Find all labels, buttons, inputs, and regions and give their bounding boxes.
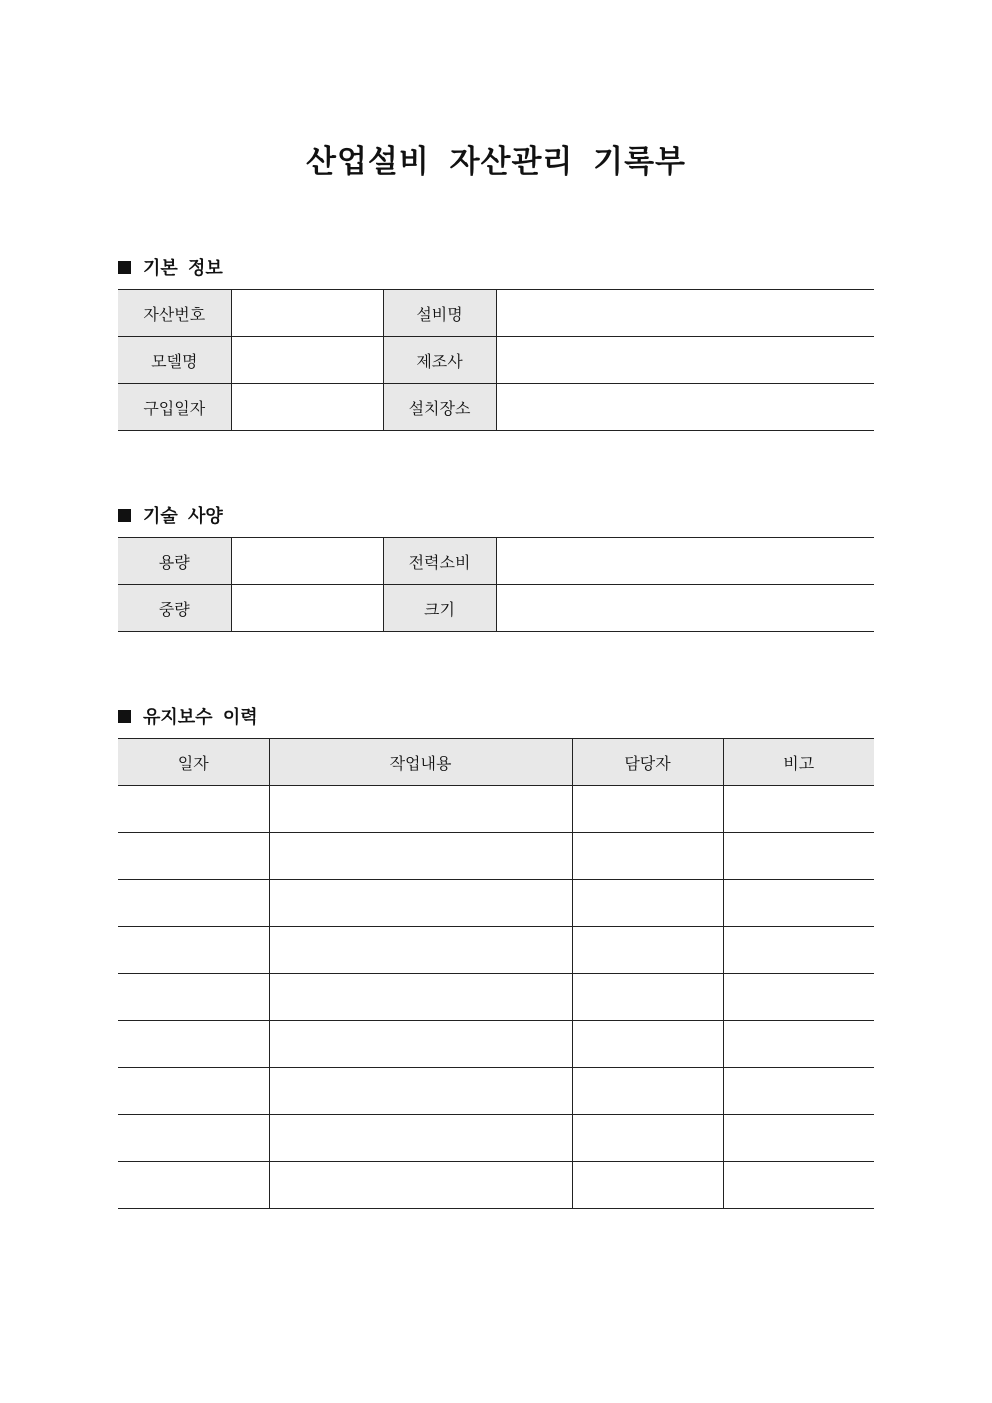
remarks-cell[interactable] xyxy=(723,927,874,974)
date-cell[interactable] xyxy=(118,927,269,974)
work-content-cell[interactable] xyxy=(269,1068,572,1115)
document-title: 산업설비 자산관리 기록부 xyxy=(306,144,686,180)
person-in-charge-cell[interactable] xyxy=(572,974,723,1021)
remarks-cell[interactable] xyxy=(723,1068,874,1115)
weight-field[interactable] xyxy=(231,585,383,632)
size-field[interactable] xyxy=(496,585,874,632)
work-content-cell[interactable] xyxy=(269,927,572,974)
field-label-install-location: 설치장소 xyxy=(383,384,496,431)
person-in-charge-cell[interactable] xyxy=(572,927,723,974)
equipment-name-field[interactable] xyxy=(496,290,874,337)
person-in-charge-cell[interactable] xyxy=(572,1021,723,1068)
section-heading-text: 유지보수 이력 xyxy=(143,707,258,728)
work-content-cell[interactable] xyxy=(269,1162,572,1209)
field-label-manufacturer: 제조사 xyxy=(383,337,496,384)
date-cell[interactable] xyxy=(118,833,269,880)
field-label-size: 크기 xyxy=(383,585,496,632)
asset-number-field[interactable] xyxy=(231,290,383,337)
person-in-charge-cell[interactable] xyxy=(572,880,723,927)
remarks-cell[interactable] xyxy=(723,833,874,880)
section-heading-basic-info xyxy=(118,254,223,280)
table-row xyxy=(118,585,874,632)
manufacturer-field[interactable] xyxy=(496,337,874,384)
section-heading-text: 기술 사양 xyxy=(143,506,223,527)
date-cell[interactable] xyxy=(118,786,269,833)
install-location-field[interactable] xyxy=(496,384,874,431)
column-header-work-content: 작업내용 xyxy=(269,739,572,786)
table-row xyxy=(118,786,874,833)
table-row xyxy=(118,833,874,880)
table-row xyxy=(118,1162,874,1209)
power-consumption-field[interactable] xyxy=(496,538,874,585)
person-in-charge-cell[interactable] xyxy=(572,1162,723,1209)
black-square-icon xyxy=(118,509,131,522)
field-label-power-consumption: 전력소비 xyxy=(383,538,496,585)
basic-info-table xyxy=(118,289,874,431)
purchase-date-field[interactable] xyxy=(231,384,383,431)
remarks-cell[interactable] xyxy=(723,880,874,927)
work-content-cell[interactable] xyxy=(269,833,572,880)
remarks-cell[interactable] xyxy=(723,786,874,833)
field-label-capacity: 용량 xyxy=(118,538,231,585)
person-in-charge-cell[interactable] xyxy=(572,1115,723,1162)
work-content-cell[interactable] xyxy=(269,974,572,1021)
date-cell[interactable] xyxy=(118,1068,269,1115)
field-label-asset-number: 자산번호 xyxy=(118,290,231,337)
table-header-row xyxy=(118,739,874,786)
table-row xyxy=(118,337,874,384)
maintenance-history-table xyxy=(118,738,874,1209)
work-content-cell[interactable] xyxy=(269,1115,572,1162)
remarks-cell[interactable] xyxy=(723,1162,874,1209)
table-row xyxy=(118,1021,874,1068)
column-header-date: 일자 xyxy=(118,739,269,786)
remarks-cell[interactable] xyxy=(723,1021,874,1068)
black-square-icon xyxy=(118,710,131,723)
table-row xyxy=(118,880,874,927)
field-label-equipment-name: 설비명 xyxy=(383,290,496,337)
work-content-cell[interactable] xyxy=(269,1021,572,1068)
field-label-model-name: 모델명 xyxy=(118,337,231,384)
date-cell[interactable] xyxy=(118,1162,269,1209)
table-row xyxy=(118,927,874,974)
date-cell[interactable] xyxy=(118,880,269,927)
person-in-charge-cell[interactable] xyxy=(572,786,723,833)
field-label-purchase-date: 구입일자 xyxy=(118,384,231,431)
column-header-remarks: 비고 xyxy=(723,739,874,786)
tech-spec-table xyxy=(118,537,874,632)
section-heading-tech-spec xyxy=(118,502,223,528)
field-label-weight: 중량 xyxy=(118,585,231,632)
capacity-field[interactable] xyxy=(231,538,383,585)
person-in-charge-cell[interactable] xyxy=(572,1068,723,1115)
table-row xyxy=(118,1068,874,1115)
date-cell[interactable] xyxy=(118,974,269,1021)
section-heading-text: 기본 정보 xyxy=(143,258,223,279)
date-cell[interactable] xyxy=(118,1021,269,1068)
table-row xyxy=(118,290,874,337)
remarks-cell[interactable] xyxy=(723,1115,874,1162)
column-header-person-in-charge: 담당자 xyxy=(572,739,723,786)
section-heading-maintenance-history xyxy=(118,703,258,729)
table-row xyxy=(118,1115,874,1162)
black-square-icon xyxy=(118,261,131,274)
work-content-cell[interactable] xyxy=(269,880,572,927)
table-row xyxy=(118,538,874,585)
remarks-cell[interactable] xyxy=(723,974,874,1021)
person-in-charge-cell[interactable] xyxy=(572,833,723,880)
work-content-cell[interactable] xyxy=(269,786,572,833)
table-row xyxy=(118,974,874,1021)
date-cell[interactable] xyxy=(118,1115,269,1162)
table-row xyxy=(118,384,874,431)
model-name-field[interactable] xyxy=(231,337,383,384)
